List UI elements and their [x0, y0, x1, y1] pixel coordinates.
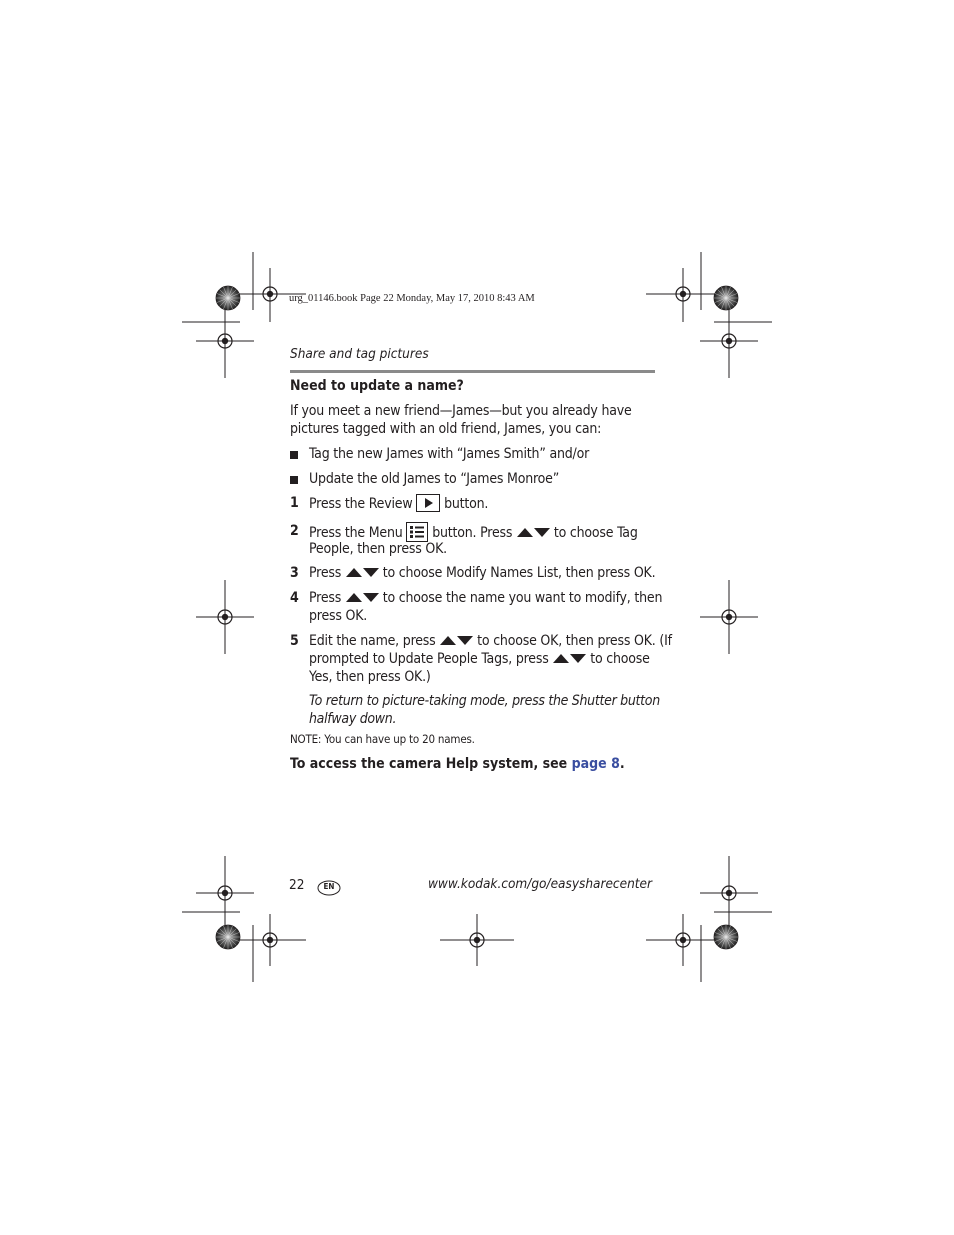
step-text: to choose Tag — [553, 525, 638, 541]
up-down-arrows-icon — [516, 526, 550, 538]
square-bullet-icon — [290, 476, 298, 484]
step-text: to choose the name you want to modify, then — [382, 590, 663, 606]
step-number: 4 — [290, 590, 299, 606]
step-text: Edit the name, press — [309, 633, 436, 649]
bullet-text: Tag the new James with “James Smith” and/or — [309, 446, 590, 462]
intro-paragraph — [290, 402, 632, 438]
bullet-text: Update the old James to “James Monroe” — [309, 471, 560, 487]
step-number: 1 — [290, 495, 299, 511]
header-rule — [290, 370, 655, 373]
play-icon — [416, 494, 440, 512]
language-badge — [317, 880, 341, 896]
step-number: 5 — [290, 633, 299, 649]
step-text: to choose Modify Names List, then press OK. — [382, 565, 656, 581]
step-text: Press — [309, 590, 342, 606]
up-down-arrows-icon — [345, 566, 379, 578]
step-text: to choose — [590, 651, 650, 667]
step-text: Press the Menu — [309, 525, 403, 541]
print-slug: urg_01146.book Page 22 Monday, May 17, 2010 8:43 AM — [289, 293, 535, 304]
step-number: 2 — [290, 523, 299, 539]
intro-line-2: pictures tagged with an old friend, James, you can: — [290, 421, 602, 437]
note-text: NOTE: You can have up to 20 names. — [290, 732, 475, 746]
language-badge-text: EN — [323, 882, 335, 891]
up-down-arrows-icon — [345, 591, 379, 603]
help-text: To access the camera Help system, see — [290, 756, 572, 772]
page-8-link[interactable]: page 8 — [571, 756, 620, 772]
running-head: Share and tag pictures — [290, 346, 429, 362]
step-text: Press — [309, 565, 342, 581]
menu-list-icon — [406, 522, 428, 542]
help-period: . — [619, 756, 625, 772]
tip-line-1: To return to picture-taking mode, press the Shutter button — [309, 693, 660, 709]
step-text: to choose OK, then press OK. (If — [477, 633, 672, 649]
step-text: Press the Review — [309, 496, 413, 512]
intro-line-1: If you meet a new friend—James—but you already have — [290, 403, 632, 419]
help-line — [290, 756, 625, 772]
tip-text — [309, 692, 660, 728]
step-text: People, then press OK. — [309, 541, 447, 557]
footer-url: www.kodak.com/go/easysharecenter — [428, 876, 653, 892]
up-down-arrows-icon — [439, 634, 473, 646]
step-number: 3 — [290, 565, 299, 581]
step-text: press OK. — [309, 608, 368, 624]
tip-line-2: halfway down. — [309, 711, 397, 727]
step-text: Yes, then press OK.) — [309, 669, 431, 685]
square-bullet-icon — [290, 451, 298, 459]
page-number: 22 — [289, 877, 305, 893]
section-heading: Need to update a name? — [290, 378, 464, 394]
up-down-arrows-icon — [552, 652, 586, 664]
step-text: prompted to Update People Tags, press — [309, 651, 549, 667]
step-text: button. — [444, 496, 489, 512]
step-text: button. Press — [432, 525, 513, 541]
